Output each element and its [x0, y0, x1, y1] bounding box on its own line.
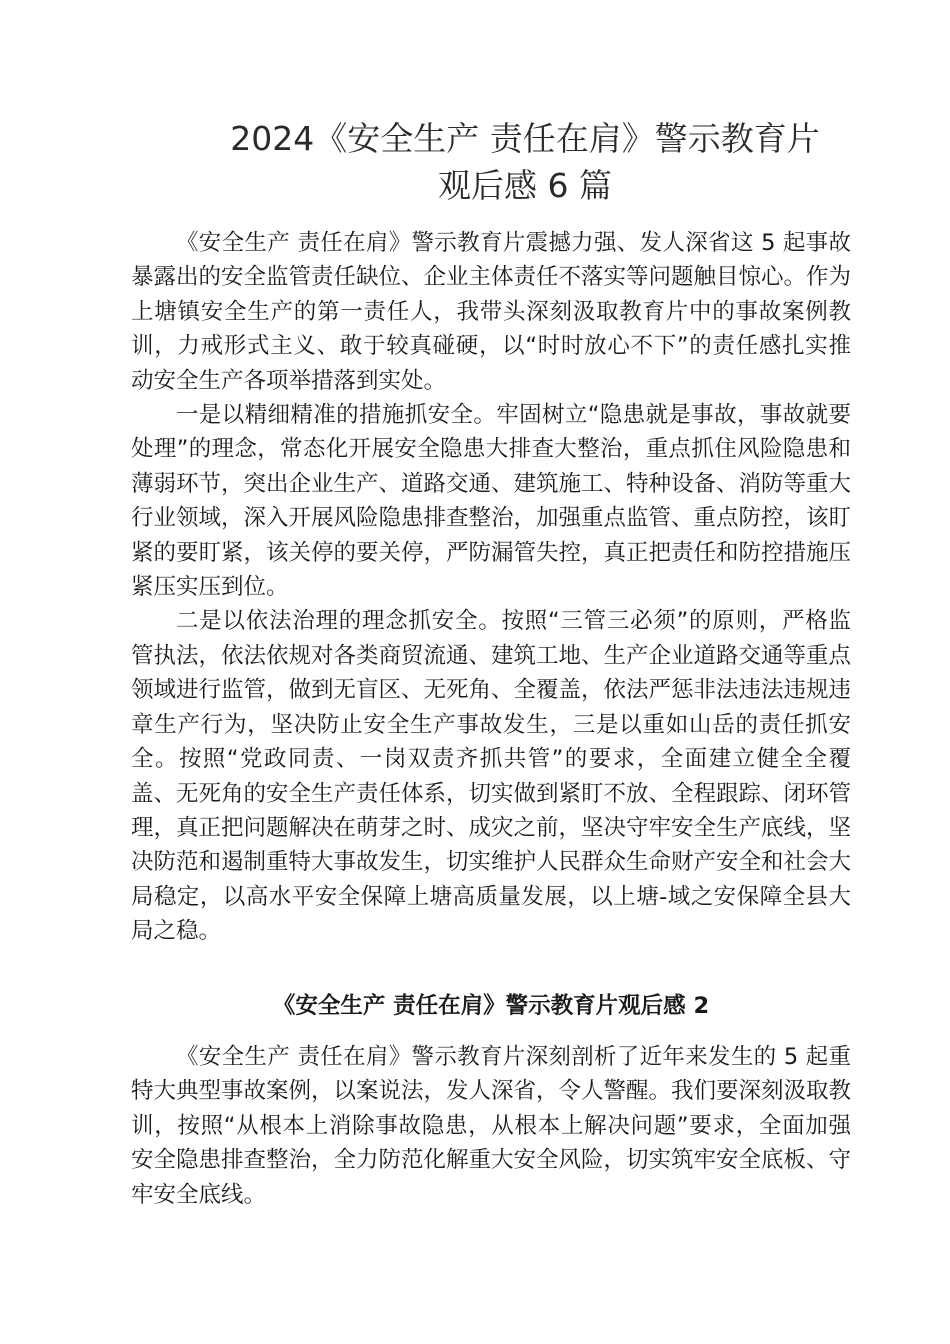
document-title-line-1: 2024《安全生产 责任在肩》警示教育片: [230, 119, 820, 158]
body-paragraph-1: 《安全生产 责任在肩》警示教育片震撼力强、发人深省这 5 起事故暴露出的安全监管责任缺位、企业主体责任不落实等问题触目惊心。作为上塘镇安全生产的第一责任人，我带头深刻汲取教育片中的事故案例教训，力戒形式主义、敢于较真碰硬，以“时时放心不下”的责任感扎实推动安全生产各项举措落到实处。: [131, 230, 852, 394]
section-2-paragraph-1: 《安全生产 责任在肩》警示教育片深刻剖析了近年来发生的 5 起重特大典型事故案例，以案说法，发人深省，令人警醒。我们要深刻汲取教训，按照“从根本上消除事故隐患，从根本上解决问题”要求，全面加强安全隐患排查整治，全力防范化解重大安全风险，切实筑牢安全底板、守牢安全底线。: [131, 1044, 852, 1208]
document-body: [131, 226, 851, 949]
section-2-body: [131, 1040, 851, 1212]
section-2-heading: 《安全生产 责任在肩》警示教育片观后感 2: [272, 993, 710, 1019]
document-title-line-2: 观后感 6 篇: [438, 166, 612, 205]
body-paragraph-2: 一是以精细精准的措施抓安全。牢固树立“隐患就是事故，事故就要处理”的理念，常态化开展安全隐患大排查大整治，重点抓住风险隐患和薄弱环节，突出企业生产、道路交通、建筑施工、特种设备、消防等重大行业领域，深入开展风险隐患排查整治，加强重点监管、重点防控，该盯紧的要盯紧，该关停的要关停，严防漏管失控，真正把责任和防控措施压紧压实压到位。: [131, 402, 852, 601]
body-paragraph-3: 二是以依法治理的理念抓安全。按照“三管三必须”的原则，严格监管执法，依法依规对各类商贸流通、建筑工地、生产企业道路交通等重点领域进行监管，做到无盲区、无死角、全覆盖，依法严惩非法违法违规违章生产行为，坚决防止安全生产事故发生，三是以重如山岳的责任抓安全。按照“党政同责、一岗双责齐抓共管”的要求，全面建立健全全覆盖、无死角的安全生产责任体系，切实做到紧盯不放、全程跟踪、闭环管理，真正把问题解决在萌芽之时、成灾之前，坚决守牢安全生产底线，坚决防范和遏制重特大事故发生，切实维护人民群众生命财产安全和社会大局稳定，以高水平安全保障上塘高质量发展，以上塘-域之安保障全县大局之稳。: [131, 608, 852, 945]
